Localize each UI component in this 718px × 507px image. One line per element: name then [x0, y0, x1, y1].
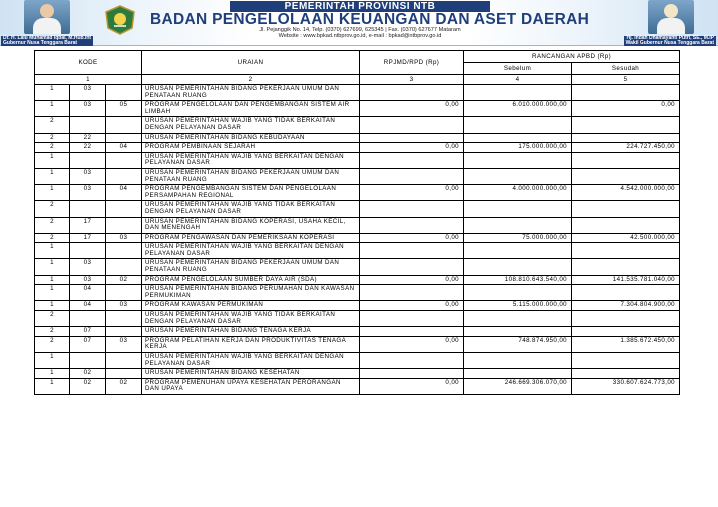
table-row: [35, 378, 680, 394]
sebelum-cell: [464, 133, 572, 143]
uraian-cell: PROGRAM PEMBINAAN SEJARAH: [142, 143, 360, 153]
kode-3-cell: 05: [106, 101, 142, 117]
sesudah-cell: 224.727.450,00: [572, 143, 680, 153]
table-row: [35, 336, 680, 352]
sesudah-cell: [572, 369, 680, 379]
kode-2-cell: 03: [70, 101, 106, 117]
sebelum-cell: [464, 311, 572, 327]
kode-1-cell: 1: [35, 378, 70, 394]
sebelum-cell: [464, 152, 572, 168]
uraian-cell: PROGRAM PENGEMBANGAN SISTEM DAN PENGELOLAAN PERSAMPAHAN REGIONAL: [142, 185, 360, 201]
table-row: [35, 275, 680, 285]
kode-2-cell: 22: [70, 133, 106, 143]
sesudah-cell: [572, 311, 680, 327]
rpjmd-cell: [360, 85, 464, 101]
uraian-cell: URUSAN PEMERINTAHAN BIDANG KESEHATAN: [142, 369, 360, 379]
governor-name: Dr. H. Lalu Muhamad Iqbal, M.Hub.Int: [3, 35, 92, 41]
kode-2-cell: [70, 311, 106, 327]
rpjmd-cell: 0,00: [360, 301, 464, 311]
banner-title: BADAN PENGELOLAAN KEUANGAN DAN ASET DAERAH: [150, 11, 590, 28]
kode-2-cell: [70, 152, 106, 168]
uraian-cell: URUSAN PEMERINTAHAN BIDANG PEKERJAAN UMUM DAN PENATAAN RUANG: [142, 85, 360, 101]
uraian-cell: PROGRAM PELATIHAN KERJA DAN PRODUKTIVITAS TENAGA KERJA: [142, 336, 360, 352]
kode-1-cell: 2: [35, 117, 70, 133]
rpjmd-cell: 0,00: [360, 378, 464, 394]
sebelum-cell: [464, 168, 572, 184]
sesudah-cell: 7.304.804.900,00: [572, 301, 680, 311]
kode-2-cell: 04: [70, 301, 106, 311]
kode-2-cell: 03: [70, 85, 106, 101]
table-row: [35, 369, 680, 379]
rpjmd-cell: [360, 311, 464, 327]
kode-3-cell: [106, 201, 142, 217]
header-rancangan: RANCANGAN APBD (Rp): [464, 51, 680, 63]
sesudah-cell: [572, 85, 680, 101]
banner-address: Jl. Pejanggik No. 14, Telp. (0370) 627699, 625345 | Fax. (0370) 627677 Mataram: [259, 27, 461, 33]
banner-website: Website : www.bpkad.ntbprov.go.id, e-mail : bpkad@ntbprov.go.id: [278, 33, 442, 39]
banner-subtitle: PEMERINTAH PROVINSI NTB: [230, 1, 490, 12]
uraian-cell: PROGRAM PENGELOLAAN DAN PENGEMBANGAN SISTEM AIR LIMBAH: [142, 101, 360, 117]
table-row: [35, 133, 680, 143]
kode-1-cell: 2: [35, 311, 70, 327]
rpjmd-cell: 0,00: [360, 275, 464, 285]
kode-2-cell: 03: [70, 275, 106, 285]
kode-3-cell: 04: [106, 185, 142, 201]
uraian-cell: PROGRAM KAWASAN PERMUKIMAN: [142, 301, 360, 311]
vice-governor-caption: [624, 36, 716, 46]
table-row: [35, 85, 680, 101]
rpjmd-cell: [360, 259, 464, 275]
rpjmd-cell: [360, 168, 464, 184]
kode-2-cell: 03: [70, 168, 106, 184]
sebelum-cell: [464, 243, 572, 259]
kode-1-cell: 1: [35, 152, 70, 168]
uraian-cell: URUSAN PEMERINTAHAN BIDANG PERUMAHAN DAN KAWASAN PERMUKIMAN: [142, 285, 360, 301]
header-kode: KODE: [35, 51, 142, 75]
colnum-3: 3: [360, 75, 464, 85]
kode-2-cell: 02: [70, 378, 106, 394]
rpjmd-cell: [360, 369, 464, 379]
table-row: [35, 185, 680, 201]
uraian-cell: URUSAN PEMERINTAHAN WAJIB YANG TIDAK BERKAITAN DENGAN PELAYANAN DASAR: [142, 117, 360, 133]
kode-1-cell: 1: [35, 275, 70, 285]
sesudah-cell: 141.535.781.040,00: [572, 275, 680, 285]
kode-2-cell: 07: [70, 336, 106, 352]
table-row: [35, 243, 680, 259]
kode-2-cell: 17: [70, 217, 106, 233]
table-row: [35, 101, 680, 117]
uraian-cell: URUSAN PEMERINTAHAN WAJIB YANG TIDAK BERKAITAN DENGAN PELAYANAN DASAR: [142, 311, 360, 327]
kode-2-cell: [70, 353, 106, 369]
kode-3-cell: 03: [106, 336, 142, 352]
kode-3-cell: [106, 217, 142, 233]
table-row: [35, 259, 680, 275]
colnum-2: 2: [142, 75, 360, 85]
sebelum-cell: 175.000.000,00: [464, 143, 572, 153]
table-row: [35, 201, 680, 217]
kode-2-cell: 03: [70, 259, 106, 275]
colnum-4: 4: [464, 75, 572, 85]
sebelum-cell: [464, 217, 572, 233]
kode-1-cell: 1: [35, 243, 70, 259]
kode-3-cell: [106, 327, 142, 337]
rpjmd-cell: [360, 243, 464, 259]
uraian-cell: URUSAN PEMERINTAHAN BIDANG TENAGA KERJA: [142, 327, 360, 337]
kode-3-cell: [106, 152, 142, 168]
sesudah-cell: 4.542.000.000,00: [572, 185, 680, 201]
kode-1-cell: 2: [35, 143, 70, 153]
sesudah-cell: 330.607.624.773,00: [572, 378, 680, 394]
sesudah-cell: 0,00: [572, 101, 680, 117]
uraian-cell: PROGRAM PENGELOLAAN SUMBER DAYA AIR (SDA): [142, 275, 360, 285]
kode-1-cell: 1: [35, 185, 70, 201]
kode-3-cell: [106, 311, 142, 327]
kode-3-cell: [106, 243, 142, 259]
sesudah-cell: [572, 243, 680, 259]
uraian-cell: URUSAN PEMERINTAHAN BIDANG PEKERJAAN UMUM DAN PENATAAN RUANG: [142, 259, 360, 275]
sesudah-cell: 1.385.672.450,00: [572, 336, 680, 352]
uraian-cell: URUSAN PEMERINTAHAN WAJIB YANG TIDAK BERKAITAN DENGAN PELAYANAN DASAR: [142, 201, 360, 217]
budget-table-container: [34, 50, 679, 395]
kode-3-cell: 04: [106, 143, 142, 153]
kode-2-cell: 22: [70, 143, 106, 153]
kode-2-cell: 17: [70, 233, 106, 243]
kode-1-cell: 1: [35, 285, 70, 301]
kode-3-cell: [106, 133, 142, 143]
sebelum-cell: [464, 327, 572, 337]
sesudah-cell: [572, 201, 680, 217]
table-row: [35, 301, 680, 311]
sesudah-cell: [572, 285, 680, 301]
sesudah-cell: [572, 217, 680, 233]
table-row: [35, 143, 680, 153]
kode-2-cell: [70, 201, 106, 217]
sesudah-cell: [572, 259, 680, 275]
sebelum-cell: [464, 85, 572, 101]
kode-3-cell: [106, 353, 142, 369]
sebelum-cell: [464, 285, 572, 301]
rpjmd-cell: [360, 285, 464, 301]
kode-2-cell: 02: [70, 369, 106, 379]
rpjmd-cell: 0,00: [360, 143, 464, 153]
kode-2-cell: 04: [70, 285, 106, 301]
header-sebelum: Sebelum: [464, 63, 572, 75]
kode-2-cell: [70, 243, 106, 259]
rpjmd-cell: [360, 327, 464, 337]
table-row: [35, 285, 680, 301]
kode-2-cell: 03: [70, 185, 106, 201]
table-row: [35, 311, 680, 327]
kode-3-cell: [106, 285, 142, 301]
kode-3-cell: [106, 369, 142, 379]
kode-1-cell: 1: [35, 101, 70, 117]
sebelum-cell: [464, 201, 572, 217]
colnum-5: 5: [572, 75, 680, 85]
kode-1-cell: 2: [35, 327, 70, 337]
sebelum-cell: 5.115.000.000,00: [464, 301, 572, 311]
uraian-cell: URUSAN PEMERINTAHAN BIDANG PEKERJAAN UMUM DAN PENATAAN RUANG: [142, 168, 360, 184]
sebelum-cell: 108.810.643.540,00: [464, 275, 572, 285]
kode-1-cell: 2: [35, 233, 70, 243]
uraian-cell: URUSAN PEMERINTAHAN WAJIB YANG BERKAITAN DENGAN PELAYANAN DASAR: [142, 243, 360, 259]
table-row: [35, 168, 680, 184]
kode-3-cell: 02: [106, 378, 142, 394]
kode-1-cell: 1: [35, 301, 70, 311]
kode-1-cell: 1: [35, 85, 70, 101]
governor-role: Gubernur Nusa Tenggara Barat: [3, 40, 78, 46]
rpjmd-cell: [360, 201, 464, 217]
uraian-cell: PROGRAM PENGAWASAN DAN PEMERIKSAAN KOPERASI: [142, 233, 360, 243]
governor-caption: [1, 36, 93, 46]
sesudah-cell: 42.500.000,00: [572, 233, 680, 243]
header-rpjmd: RPJMD/RPD (Rp): [360, 51, 464, 75]
sebelum-cell: [464, 353, 572, 369]
vice-governor-name: Hj. Indah Dhamayanti Putri, SE., M.IP: [626, 35, 714, 41]
kode-3-cell: 03: [106, 233, 142, 243]
sesudah-cell: [572, 152, 680, 168]
header-banner: [0, 0, 718, 46]
sebelum-cell: 246.669.306.070,00: [464, 378, 572, 394]
kode-3-cell: [106, 259, 142, 275]
rpjmd-cell: [360, 217, 464, 233]
rpjmd-cell: 0,00: [360, 101, 464, 117]
table-row: [35, 353, 680, 369]
uraian-cell: URUSAN PEMERINTAHAN BIDANG KEBUDAYAAN: [142, 133, 360, 143]
vice-governor-role: Wakil Gubernur Nusa Tenggara Barat: [625, 40, 714, 46]
kode-3-cell: [106, 117, 142, 133]
sebelum-cell: [464, 369, 572, 379]
table-row: [35, 152, 680, 168]
uraian-cell: URUSAN PEMERINTAHAN WAJIB YANG BERKAITAN DENGAN PELAYANAN DASAR: [142, 152, 360, 168]
vice-governor-photo: [648, 0, 694, 34]
colnum-1: 1: [35, 75, 142, 85]
kode-2-cell: [70, 117, 106, 133]
kode-1-cell: 1: [35, 353, 70, 369]
governor-photo: [24, 0, 70, 34]
kode-3-cell: [106, 168, 142, 184]
kode-1-cell: 2: [35, 336, 70, 352]
sebelum-cell: 4.000.000.000,00: [464, 185, 572, 201]
table-body: [35, 85, 680, 395]
table-row: [35, 233, 680, 243]
rpjmd-cell: 0,00: [360, 185, 464, 201]
kode-3-cell: 02: [106, 275, 142, 285]
kode-1-cell: 1: [35, 259, 70, 275]
sebelum-cell: [464, 259, 572, 275]
rpjmd-cell: [360, 353, 464, 369]
sebelum-cell: 6.010.000.000,00: [464, 101, 572, 117]
sesudah-cell: [572, 133, 680, 143]
table-row: [35, 327, 680, 337]
rpjmd-cell: [360, 133, 464, 143]
kode-3-cell: [106, 85, 142, 101]
sebelum-cell: 75.000.000,00: [464, 233, 572, 243]
uraian-cell: URUSAN PEMERINTAHAN WAJIB YANG BERKAITAN DENGAN PELAYANAN DASAR: [142, 353, 360, 369]
kode-1-cell: 2: [35, 133, 70, 143]
uraian-cell: URUSAN PEMERINTAHAN BIDANG KOPERASI, USAHA KECIL, DAN MENENGAH: [142, 217, 360, 233]
sebelum-cell: [464, 117, 572, 133]
sesudah-cell: [572, 327, 680, 337]
sesudah-cell: [572, 353, 680, 369]
sesudah-cell: [572, 168, 680, 184]
uraian-cell: PROGRAM PEMENUHAN UPAYA KESEHATAN PERORANGAN DAN UPAYA: [142, 378, 360, 394]
rpjmd-cell: [360, 152, 464, 168]
kode-1-cell: 1: [35, 168, 70, 184]
kode-3-cell: 03: [106, 301, 142, 311]
rpjmd-cell: [360, 117, 464, 133]
kode-1-cell: 2: [35, 217, 70, 233]
table-row: [35, 117, 680, 133]
sesudah-cell: [572, 117, 680, 133]
header-uraian: URAIAN: [142, 51, 360, 75]
ntb-emblem-icon: [100, 4, 140, 36]
kode-1-cell: 2: [35, 201, 70, 217]
header-sesudah: Sesudah: [572, 63, 680, 75]
kode-2-cell: 07: [70, 327, 106, 337]
sebelum-cell: 748.874.950,00: [464, 336, 572, 352]
rpjmd-cell: 0,00: [360, 336, 464, 352]
table-row: [35, 217, 680, 233]
rpjmd-cell: 0,00: [360, 233, 464, 243]
kode-1-cell: 1: [35, 369, 70, 379]
budget-table: [34, 50, 680, 395]
